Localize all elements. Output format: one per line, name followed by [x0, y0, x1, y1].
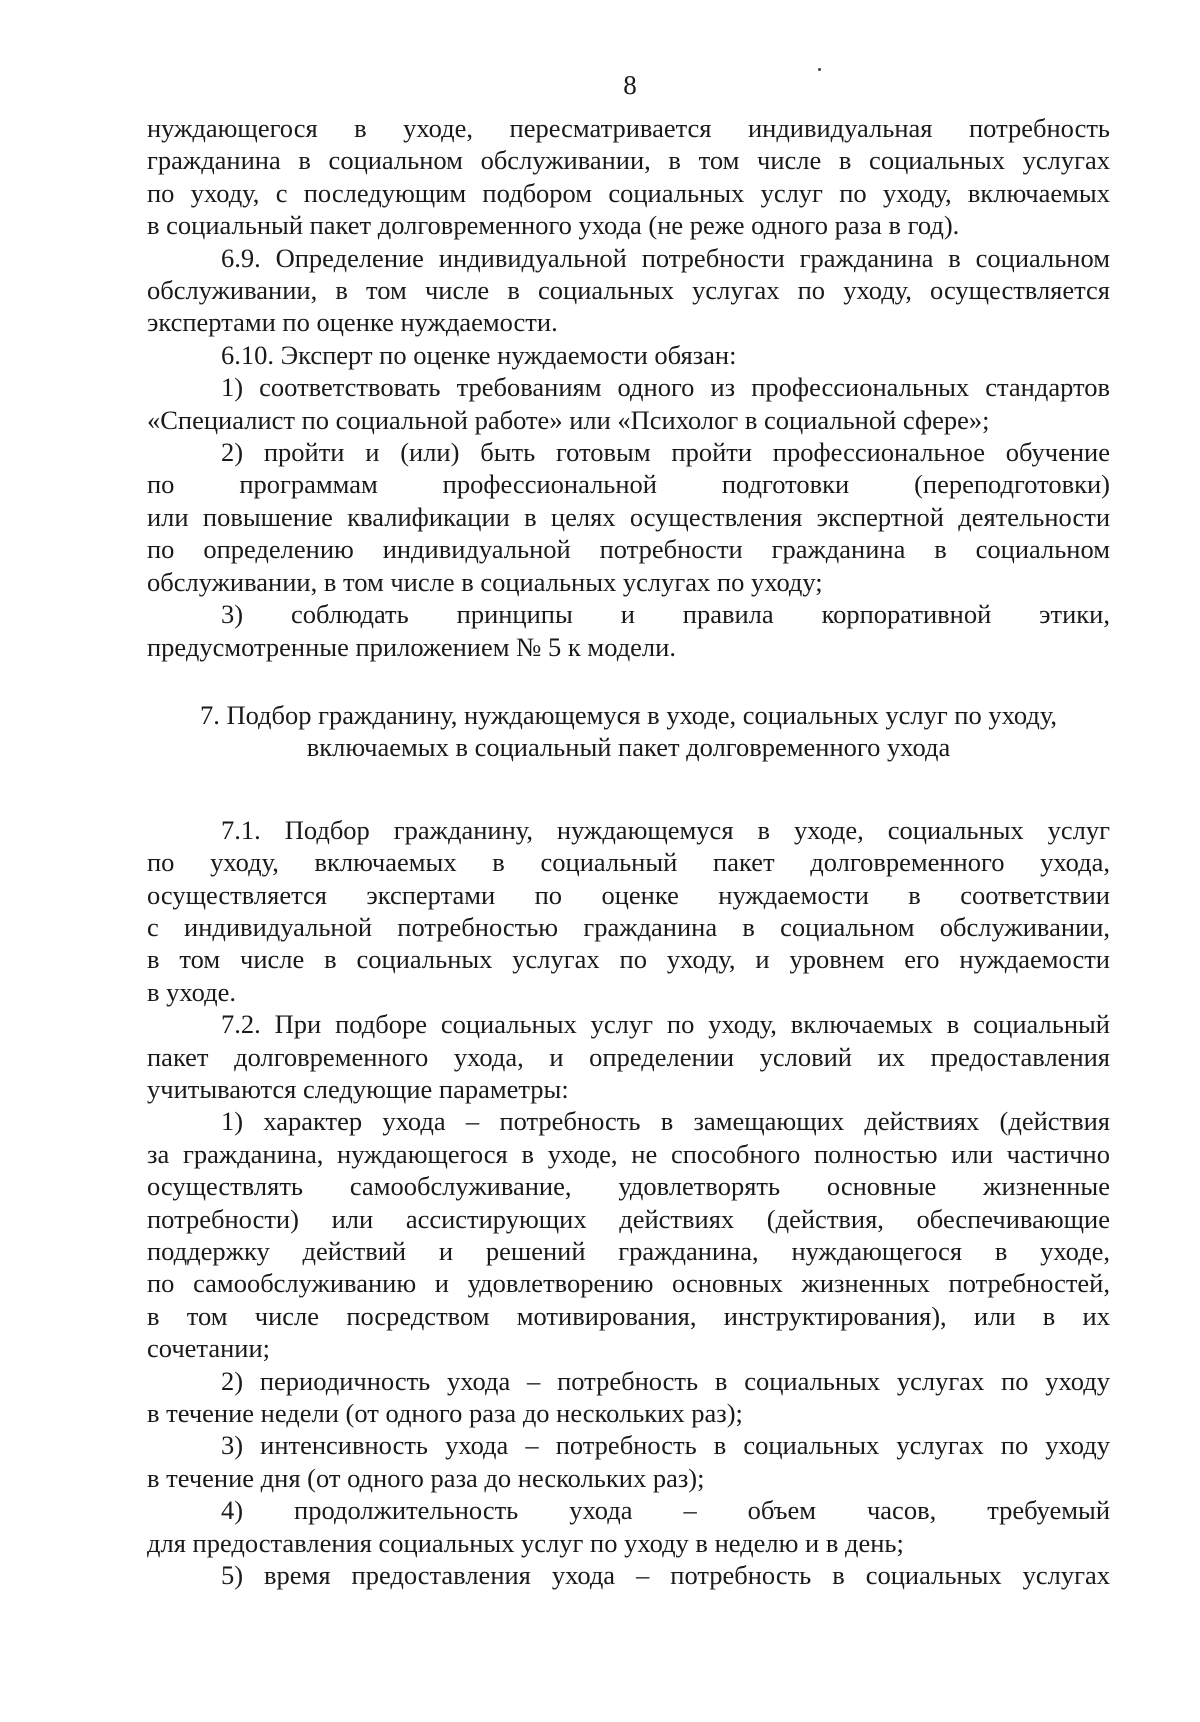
- text-line: нуждающегося в уходе, пересматривается индивидуальная потребность: [147, 113, 1110, 143]
- paragraph-7-2: [147, 1008, 1110, 1105]
- text-line: 1) характер ухода – потребность в замещающих действиях (действия: [221, 1106, 1110, 1137]
- parameter-item-1: [147, 1105, 1110, 1364]
- text-line: осуществляется экспертами по оценке нуждаемости в соответствии: [147, 879, 1110, 910]
- text-line: 7.1. Подбор гражданину, нуждающемуся в уходе, социальных услуг: [221, 814, 1110, 845]
- text-line: 5) время предоставления ухода – потребность в социальных услугах: [221, 1560, 1110, 1591]
- text-line: обслуживании, в том числе в социальных услугах по уходу, осуществляется: [147, 275, 1110, 306]
- text-line: в течение недели (от одного раза до нескольких раз);: [147, 1398, 743, 1429]
- text-line: 6.10. Эксперт по оценке нуждаемости обязан:: [221, 339, 737, 370]
- text-line: по программам профессиональной подготовки (переподготовки): [147, 469, 1110, 500]
- text-line: поддержку действий и решений гражданина, нуждающегося в уходе,: [147, 1236, 1110, 1266]
- scan-speck: [818, 68, 821, 71]
- text-line: 3) интенсивность ухода – потребность в социальных услугах по уходу: [221, 1430, 1110, 1461]
- text-line: или повышение квалификации в целях осуществления экспертной деятельности: [147, 501, 1110, 532]
- parameter-item-5: [147, 1559, 1110, 1591]
- heading-line: включаемых в социальный пакет долговременного ухода: [306, 732, 951, 763]
- text-line: обслуживании, в том числе в социальных услугах по уходу;: [147, 566, 823, 597]
- paragraph-6-9: [147, 242, 1110, 339]
- text-line: по уходу, с последующим подбором социальных услуг по уходу, включаемых: [147, 177, 1110, 208]
- text-line: в том числе посредством мотивирования, инструктирования), или в их: [147, 1300, 1110, 1331]
- list-item-1: [147, 371, 1110, 436]
- text-line: учитываются следующие параметры:: [147, 1073, 569, 1104]
- text-line: экспертами по оценке нуждаемости.: [147, 307, 558, 338]
- text-line: для предоставления социальных услуг по уходу в неделю и в день;: [147, 1527, 904, 1558]
- document-body: [147, 112, 1110, 1591]
- text-line: «Специалист по социальной работе» или «Психолог в социальной сфере»;: [147, 404, 990, 435]
- text-line: в течение дня (от одного раза до нескольких раз);: [147, 1462, 705, 1493]
- text-line: предусмотренные приложением № 5 к модели.: [147, 631, 676, 662]
- text-line: 2) периодичность ухода – потребность в социальных услугах по уходу: [221, 1365, 1110, 1396]
- text-line: по самообслуживанию и удовлетворению основных жизненных потребностей,: [147, 1268, 1110, 1299]
- section-heading: [147, 699, 1110, 764]
- text-line: 2) пройти и (или) быть готовым пройти профессиональное обучение: [221, 437, 1110, 468]
- text-line: по уходу, включаемых в социальный пакет долговременного ухода,: [147, 847, 1110, 878]
- text-line: сочетании;: [147, 1333, 270, 1364]
- text-line: пакет долговременного ухода, и определении условий их предоставления: [147, 1041, 1110, 1072]
- text-line: 1) соответствовать требованиям одного из профессиональных стандартов: [221, 372, 1110, 403]
- text-line: потребности) или ассистирующих действиях (действия, обеспечивающие: [147, 1203, 1110, 1234]
- list-item-3: [147, 598, 1110, 663]
- list-item-2: [147, 436, 1110, 598]
- parameter-item-3: [147, 1429, 1110, 1494]
- heading-line: 7. Подбор гражданину, нуждающемуся в уходе, социальных услуг по уходу,: [199, 699, 1058, 730]
- text-line: по определению индивидуальной потребности гражданина в социальном: [147, 534, 1110, 565]
- paragraph-6-10: [147, 339, 1110, 371]
- paragraph-7-1: [147, 814, 1110, 1008]
- text-line: осуществлять самообслуживание, удовлетворять основные жизненные: [147, 1171, 1110, 1202]
- text-line: за гражданина, нуждающегося в уходе, не способного полностью или частично: [147, 1138, 1110, 1169]
- paragraph-continuation: [147, 112, 1110, 242]
- text-line: с индивидуальной потребностью гражданина в социальном обслуживании,: [147, 911, 1110, 942]
- text-line: гражданина в социальном обслуживании, в том числе в социальных услугах: [147, 145, 1110, 176]
- page-number: 8: [623, 70, 637, 100]
- text-line: 3) соблюдать принципы и правила корпоративной этики,: [221, 599, 1110, 630]
- text-line: в социальный пакет долговременного ухода (не реже одного раза в год).: [147, 210, 960, 241]
- parameter-item-2: [147, 1365, 1110, 1430]
- text-line: в том числе в социальных услугах по уходу, и уровнем его нуждаемости: [147, 944, 1110, 975]
- text-line: 4) продолжительность ухода – объем часов, требуемый: [221, 1495, 1110, 1526]
- text-line: 6.9. Определение индивидуальной потребности гражданина в социальном: [221, 242, 1110, 273]
- parameter-item-4: [147, 1494, 1110, 1559]
- text-line: в уходе.: [147, 976, 236, 1007]
- text-line: 7.2. При подборе социальных услуг по уходу, включаемых в социальный: [221, 1009, 1110, 1040]
